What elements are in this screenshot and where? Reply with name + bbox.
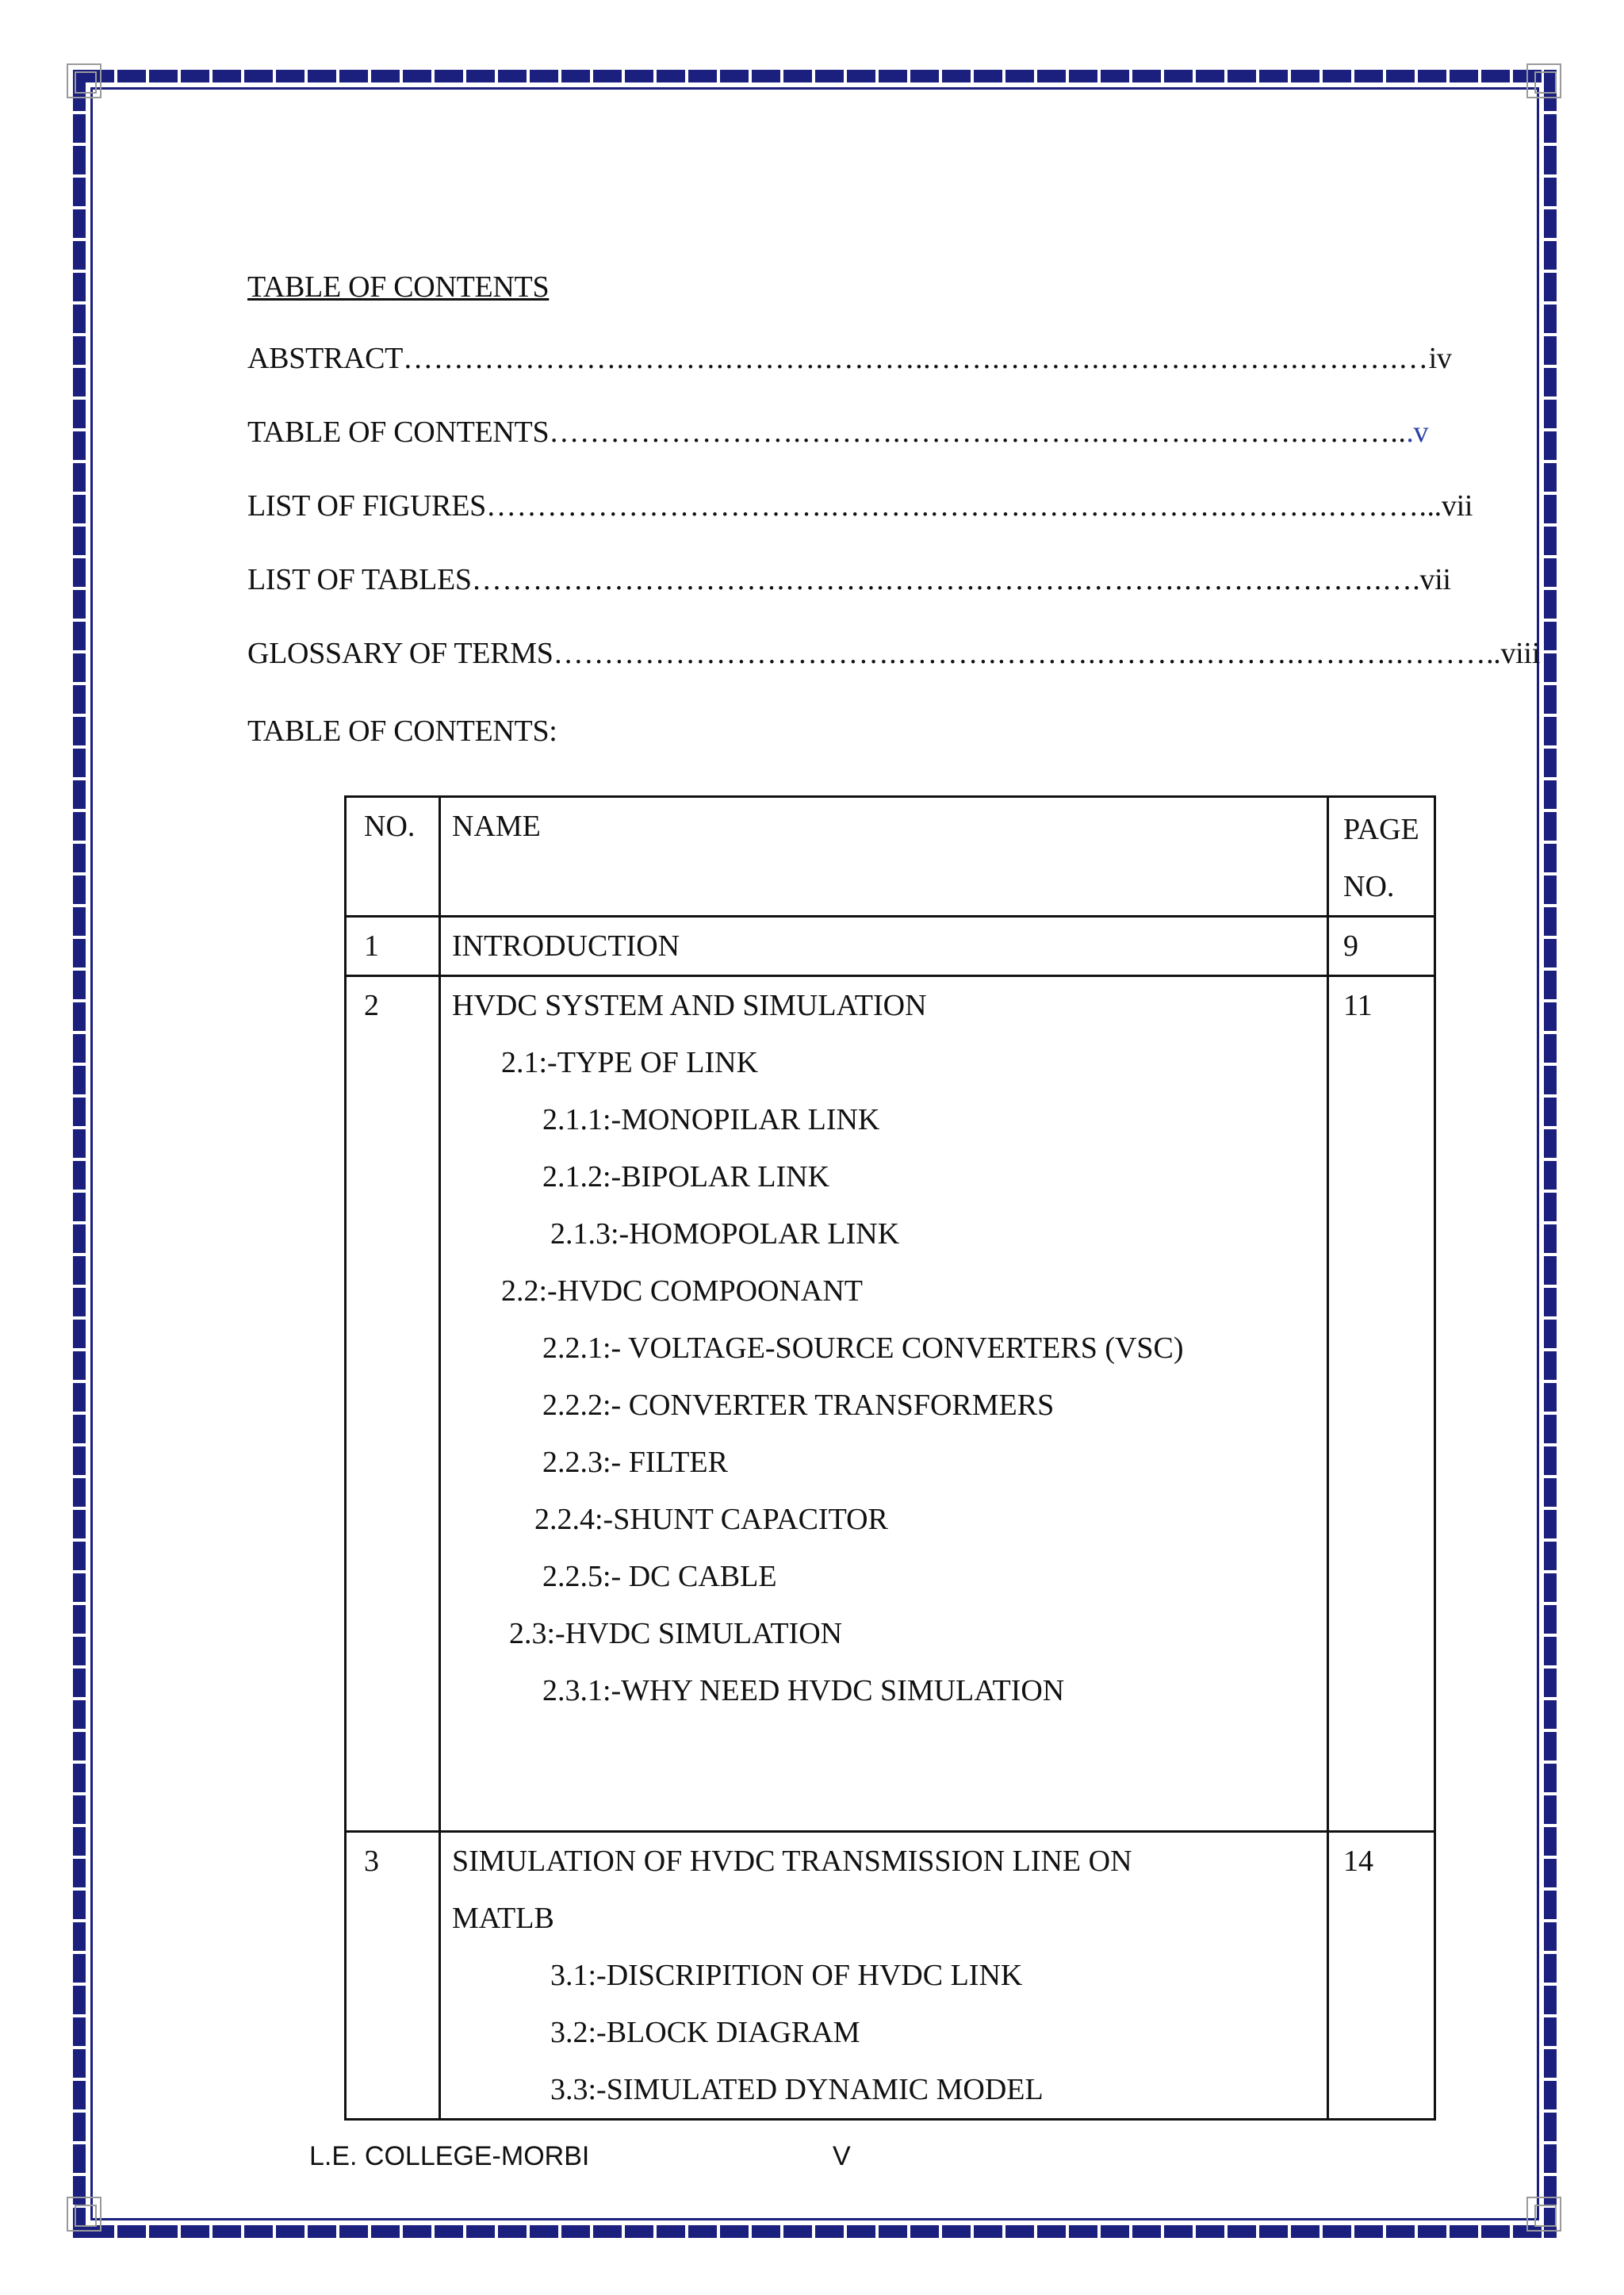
front-matter-entry[interactable]	[247, 562, 1451, 636]
corner-mark-top-right	[1526, 63, 1561, 98]
row-name-cell	[440, 1832, 1328, 2120]
header-no: NO.	[346, 797, 440, 917]
corner-mark-bottom-left	[67, 2197, 102, 2232]
entry-page: ..vii	[1427, 489, 1473, 523]
table-header-row	[346, 797, 1435, 917]
row-name: INTRODUCTION	[440, 917, 1328, 976]
header-page	[1328, 797, 1435, 917]
entry-label: TABLE OF CONTENTS	[247, 416, 550, 449]
front-matter-list	[247, 341, 1540, 710]
subsection-item: 3.1:-DISCRIPITION OF HVDC LINK	[550, 1959, 1023, 1992]
header-page-line1: PAGE	[1343, 813, 1419, 846]
subsection-item: 2.1.2:-BIPOLAR LINK	[542, 1160, 830, 1193]
contents-table	[344, 795, 1436, 2121]
subsection-item: 2.1:-TYPE OF LINK	[501, 1046, 759, 1079]
entry-leader-dots: …………………………….……….……….……….……….……….……….	[485, 489, 1427, 523]
corner-mark-top-left	[67, 63, 102, 98]
page-border-right-pattern	[1544, 82, 1557, 2225]
row-page: 11	[1328, 976, 1435, 1832]
entry-leader-dots: …………………………….……….……….……….……….……….………	[553, 637, 1487, 670]
front-matter-entry[interactable]	[247, 415, 1429, 489]
footer-page-number: V	[833, 2141, 851, 2171]
entry-page: .vii	[1412, 563, 1451, 596]
entry-page-link[interactable]: .v	[1406, 416, 1429, 449]
row-blank-space	[452, 1719, 1316, 1830]
subsection-item: 2.3.1:-WHY NEED HVDC SIMULATION	[542, 1674, 1065, 1707]
row-name-continued: MATLB	[452, 1902, 554, 1935]
entry-leader-dots: …………………….……….……….……….……….……….………..	[549, 416, 1407, 449]
row-name: HVDC SYSTEM AND SIMULATION	[452, 989, 927, 1022]
row-name-cell	[440, 976, 1328, 1832]
subsection-item: 3.2:-BLOCK DIAGRAM	[550, 2016, 860, 2049]
row-page: 9	[1328, 917, 1435, 976]
subsection-item: 2.1.3:-HOMOPOLAR LINK	[550, 1217, 900, 1251]
entry-label: LIST OF FIGURES	[247, 489, 486, 523]
table-row[interactable]	[346, 917, 1435, 976]
row-name: SIMULATION OF HVDC TRANSMISSION LINE ON	[452, 1845, 1132, 1878]
table-row[interactable]	[346, 976, 1435, 1832]
row-no: 1	[346, 917, 440, 976]
entry-label: LIST OF TABLES	[247, 563, 472, 596]
page-border-top-pattern	[86, 70, 1544, 82]
subsection-item: 2.2.2:- CONVERTER TRANSFORMERS	[542, 1389, 1055, 1422]
header-name: NAME	[440, 797, 1328, 917]
subsection-item: 2.2.3:- FILTER	[542, 1446, 728, 1479]
page-title: TABLE OF CONTENTS	[247, 270, 550, 304]
footer-college: L.E. COLLEGE-MORBI	[309, 2141, 590, 2171]
entry-label: GLOSSARY OF TERMS	[247, 637, 553, 670]
front-matter-entry[interactable]	[247, 489, 1473, 562]
subsection-item: 2.2.1:- VOLTAGE-SOURCE CONVERTERS (VSC)	[542, 1331, 1184, 1365]
front-matter-entry[interactable]	[247, 636, 1540, 710]
page-border-bottom-pattern	[86, 2225, 1544, 2238]
corner-mark-bottom-right	[1526, 2197, 1561, 2232]
row-no: 3	[346, 1832, 440, 2120]
subsection-item: 2.3:-HVDC SIMULATION	[509, 1617, 843, 1650]
table-row[interactable]	[346, 1832, 1435, 2120]
subsection-item: 3.3:-SIMULATED DYNAMIC MODEL	[550, 2073, 1044, 2106]
header-page-line2: NO.	[1343, 870, 1395, 903]
subsection-item: 2.2:-HVDC COMPOONANT	[501, 1274, 864, 1308]
row-page: 14	[1328, 1832, 1435, 2120]
entry-page: iv	[1428, 342, 1452, 375]
entry-label: ABSTRACT	[247, 342, 404, 375]
table-intro: TABLE OF CONTENTS:	[247, 715, 557, 748]
subsection-item: 2.2.5:- DC CABLE	[542, 1560, 777, 1593]
subsection-item: 2.2.4:-SHUNT CAPACITOR	[534, 1503, 888, 1536]
entry-page: ..viii	[1486, 637, 1540, 670]
page-border-left-pattern	[73, 82, 86, 2225]
front-matter-entry[interactable]	[247, 341, 1452, 415]
entry-leader-dots: ………………….……….……….………..…….……….……….……….……….…	[403, 342, 1429, 375]
row-no: 2	[346, 976, 440, 1832]
entry-leader-dots: ………………………….……….……….……….……….……….……….…	[471, 563, 1413, 596]
subsection-item: 2.1.1:-MONOPILAR LINK	[542, 1103, 880, 1136]
